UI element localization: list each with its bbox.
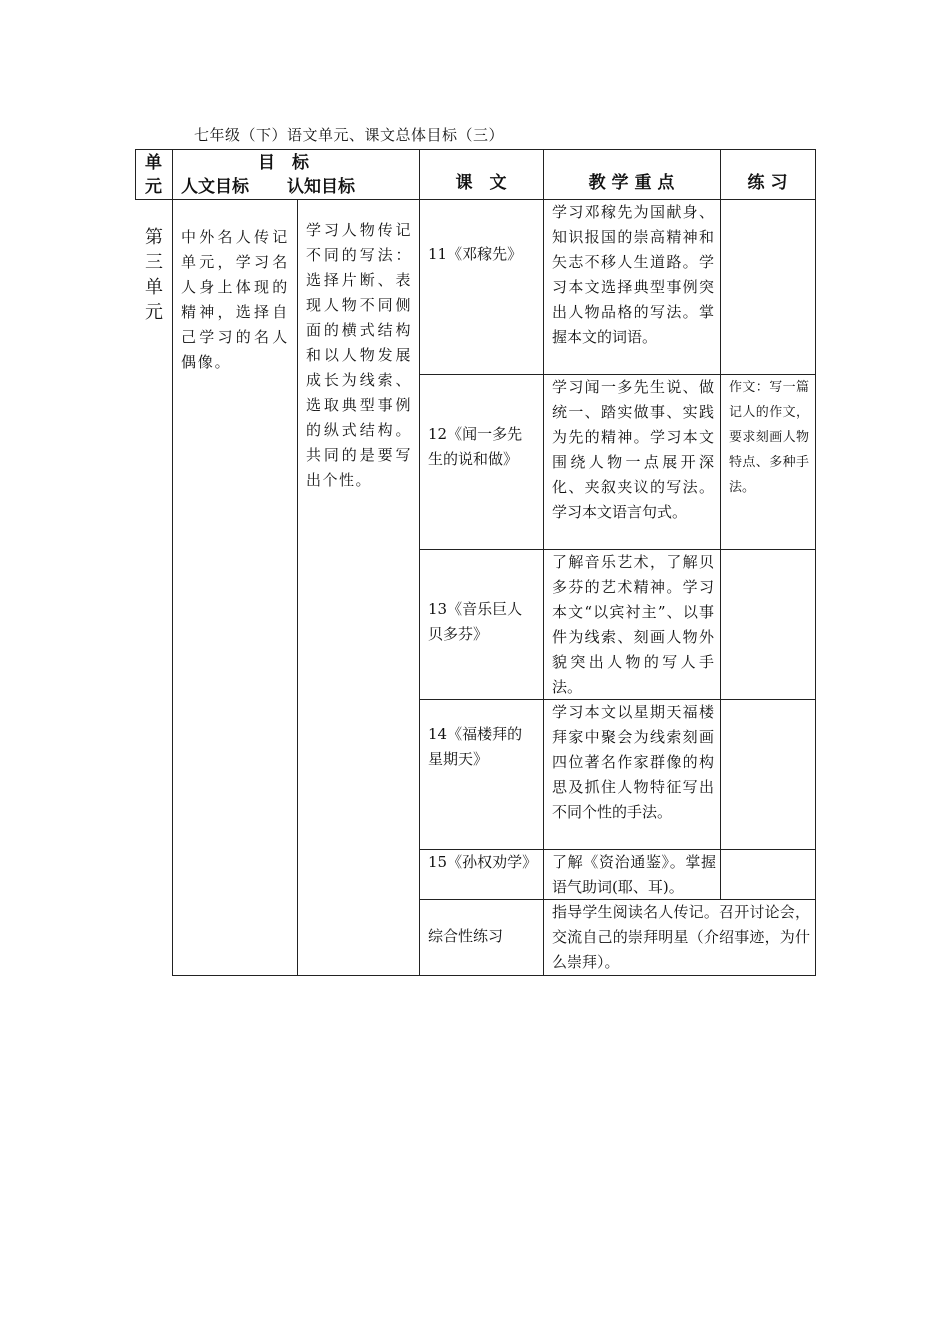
lesson-title: 12《闻一多先生的说和做》 (428, 425, 523, 468)
header-unit (135, 151, 172, 199)
unit-name-char: 元 (145, 302, 163, 323)
lesson-title: 综合性练习 (428, 927, 504, 945)
table-rule (297, 199, 298, 976)
table-rule (815, 149, 816, 976)
table-rule (172, 975, 815, 976)
cognitive-goal: 学习人物传记不同的写法：选择片断、表现人物不同侧面的横式结构和以人物发展成长为线索、选取典型事例的纵式结构。共同的是要写出个性。 (306, 221, 412, 489)
lesson-title: 13《音乐巨人贝多芬》 (428, 600, 523, 643)
unit-name (140, 225, 168, 325)
header-unit-line1: 单 (145, 153, 162, 173)
lesson-title: 11《邓稼先》 (428, 245, 523, 263)
humanistic-goal: 中外名人传记单元，学习名人身上体现的精神，选择自己学习的名人偶像。 (181, 228, 289, 371)
lesson-title: 15《孙权劝学》 (428, 853, 538, 871)
lesson-focus: 指导学生阅读名人传记。召开讨论会，交流自己的崇拜明星（介绍事迹，为什么崇拜）。 (552, 903, 810, 971)
header-goals: 目 标 (258, 153, 309, 173)
header-exercise: 练 习 (747, 173, 788, 193)
lesson-title: 14《福楼拜的星期天》 (428, 725, 523, 768)
lesson-focus: 了解音乐艺术，了解贝多芬的艺术精神。学习本文“以宾衬主”、以事件为线索、刻画人物外貌突出人物的写人手法。 (552, 553, 714, 696)
exercise-note: 作文：写一篇记人的作文，要求刻画人物特点、多种手法。 (729, 380, 809, 495)
unit-name-char: 三 (145, 252, 163, 273)
lesson-focus: 学习本文以星期天福楼拜家中聚会为线索刻画四位著名作家群像的构思及抓住人物特征写出不同个性的手法。 (552, 703, 714, 821)
lesson-focus: 了解《资治通鉴》。掌握语气助词(耶、耳)。 (552, 853, 716, 896)
table-rule (135, 149, 815, 150)
unit-name-char: 单 (145, 277, 163, 298)
document-title: 七年级（下）语文单元、课文总体目标（三） (194, 126, 505, 144)
lesson-focus: 学习邓稼先为国献身、知识报国的崇高精神和矢志不移人生道路。学习本文选择典型事例突出人物品格的写法。掌握本文的词语。 (552, 203, 714, 346)
header-cognitive: 认知目标 (287, 177, 355, 197)
table-rule (543, 149, 544, 976)
header-focus: 教 学 重 点 (588, 173, 675, 193)
header-unit-line2: 元 (145, 177, 162, 197)
header-lesson: 课 文 (455, 173, 507, 193)
table-rule (720, 149, 721, 900)
table-rule (419, 149, 420, 976)
lesson-focus: 学习闻一多先生说、做统一、踏实做事、实践为先的精神。学习本文围绕人物一点展开深化、夹叙夹议的写法。学习本文语言句式。 (552, 378, 714, 521)
unit-name-char: 第 (145, 227, 163, 248)
table-rule (172, 149, 173, 976)
header-humanistic: 人文目标 (181, 177, 249, 197)
